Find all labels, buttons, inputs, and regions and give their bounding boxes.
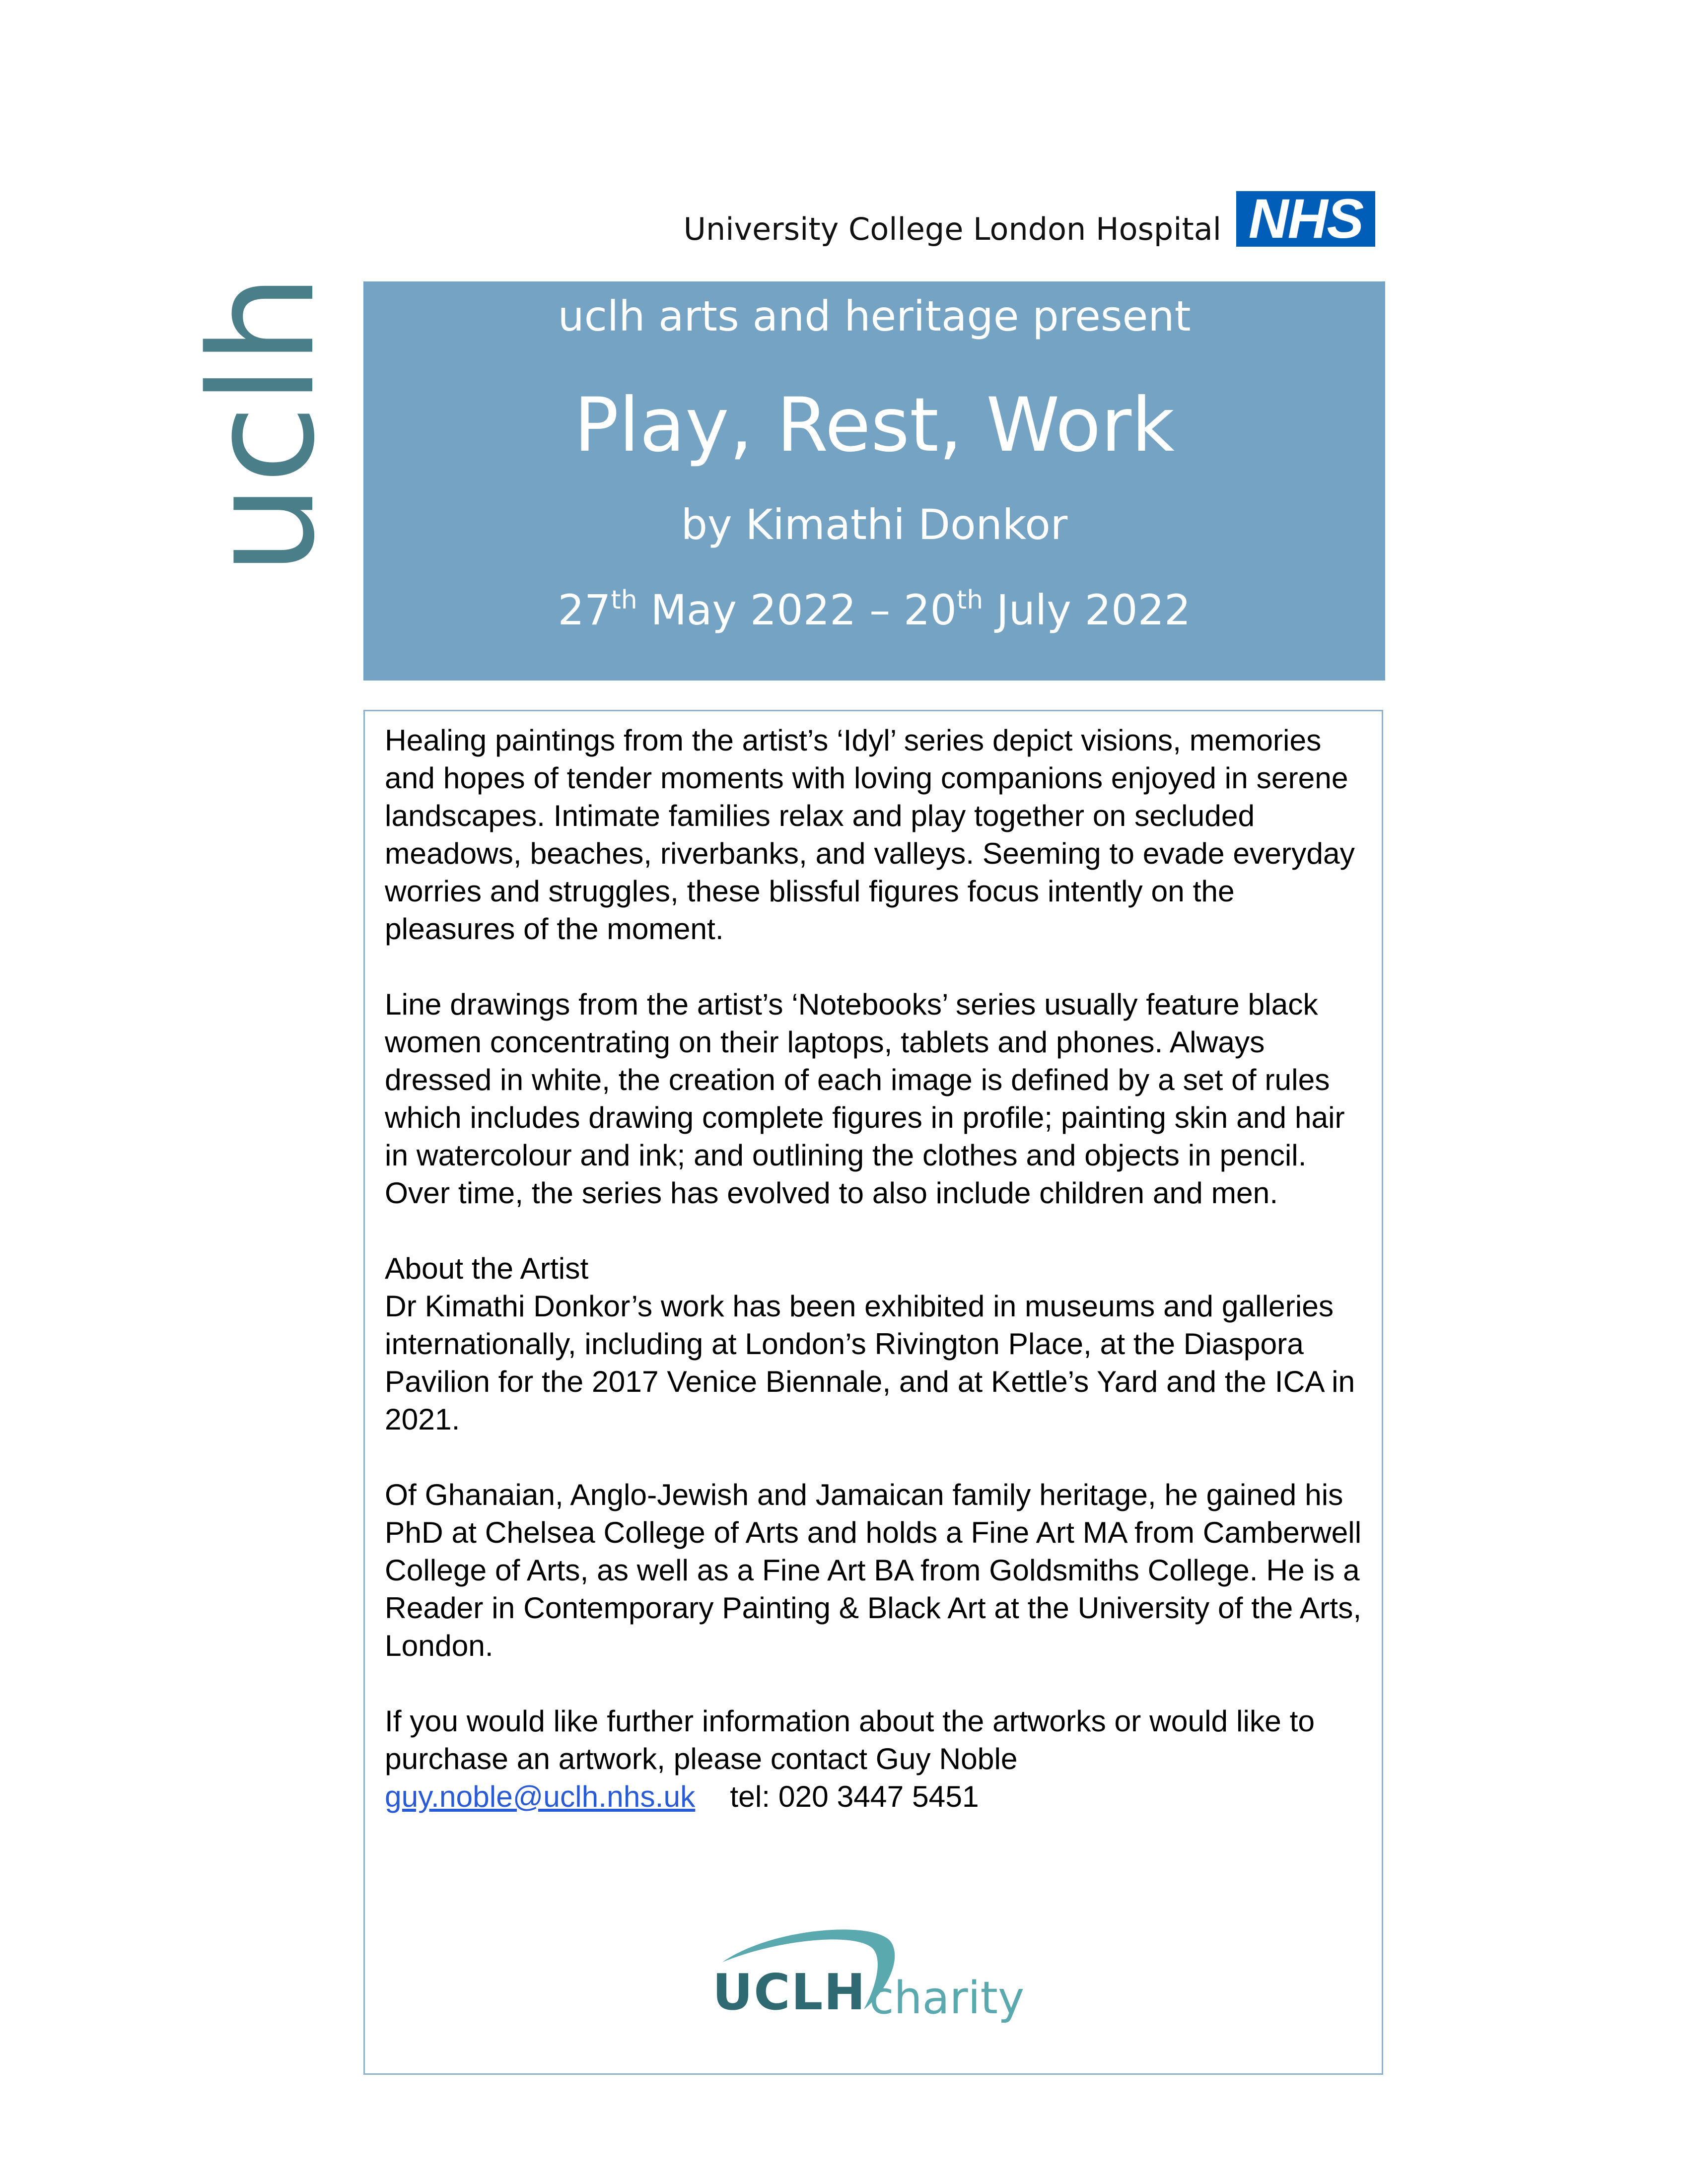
uclh-charity-logo — [712, 1922, 1030, 2032]
exhibition-banner — [363, 281, 1385, 681]
exhibition-title: Play, Rest, Work — [573, 382, 1175, 469]
content-box — [363, 710, 1383, 2075]
nhs-logo: NHS — [1236, 191, 1375, 247]
uclh-side-logo — [179, 273, 347, 575]
hospital-name: University College London Hospital — [683, 211, 1221, 247]
contact-telephone: tel: 020 3447 5451 — [730, 1779, 979, 1813]
about-artist-text: Dr Kimathi Donkor’s work has been exhibited in museums and galleries internationally, including at London’s Rivington Place, at the Diaspora Pavilion for the 2017 Venice Biennale, and at Kettle’s Yard and the ICA in 2021. — [385, 1289, 1355, 1436]
contact-email-link[interactable]: guy.noble@uclh.nhs.uk — [385, 1779, 696, 1813]
charity-logo-word: charity — [869, 1972, 1025, 2024]
end-rest: July 2022 — [983, 586, 1191, 634]
exhibition-artist: by Kimathi Donkor — [681, 500, 1068, 549]
about-artist-section — [385, 1249, 1373, 1438]
uclh-side-logo-text: uclh — [179, 273, 347, 575]
contact-text: If you would like further information about the artworks or would like to purchase an artwork, please contact Guy Noble — [385, 1704, 1315, 1775]
about-artist-heading: About the Artist — [385, 1251, 589, 1285]
content-text — [385, 721, 1373, 1815]
banner-intro: uclh arts and heritage present — [558, 292, 1191, 341]
notebooks-paragraph: Line drawings from the artist’s ‘Notebooks’ series usually feature black women concentrating on their laptops, tablets and phones. Always dressed in white, the creation of each image is defined by a set of rules which includes drawing complete figures in profile; painting skin and hair in watercolour and ink; and outlining the clothes and objects in pencil. Over time, the series has evolved to also include children and men. — [385, 987, 1345, 1210]
end-day: 20 — [904, 586, 957, 634]
start-day-suffix: th — [611, 585, 637, 615]
end-day-suffix: th — [956, 585, 984, 615]
start-day: 27 — [558, 586, 611, 634]
charity-logo-uclh: UCLH — [712, 1963, 867, 2021]
heritage-paragraph: Of Ghanaian, Anglo-Jewish and Jamaican family heritage, he gained his PhD at Chelsea College of Arts and holds a Fine Art MA from Camberwell College of Arts, as well as a Fine Art BA from Goldsmiths College. He is a Reader in Contemporary Painting & Black Art at the University of the Arts, London. — [385, 1478, 1362, 1662]
start-rest: May 2022 – — [637, 586, 904, 634]
contact-paragraph — [385, 1702, 1373, 1815]
idyl-paragraph: Healing paintings from the artist’s ‘Idyl’ series depict visions, memories and hopes of tender moments with loving companions enjoyed in serene landscapes. Intimate families relax and play together on secluded meadows, beaches, riverbanks, and valleys. Seeming to evade everyday worries and struggles, these blissful figures focus intently on the pleasures of the moment. — [385, 723, 1355, 946]
exhibition-dates — [363, 585, 1385, 635]
